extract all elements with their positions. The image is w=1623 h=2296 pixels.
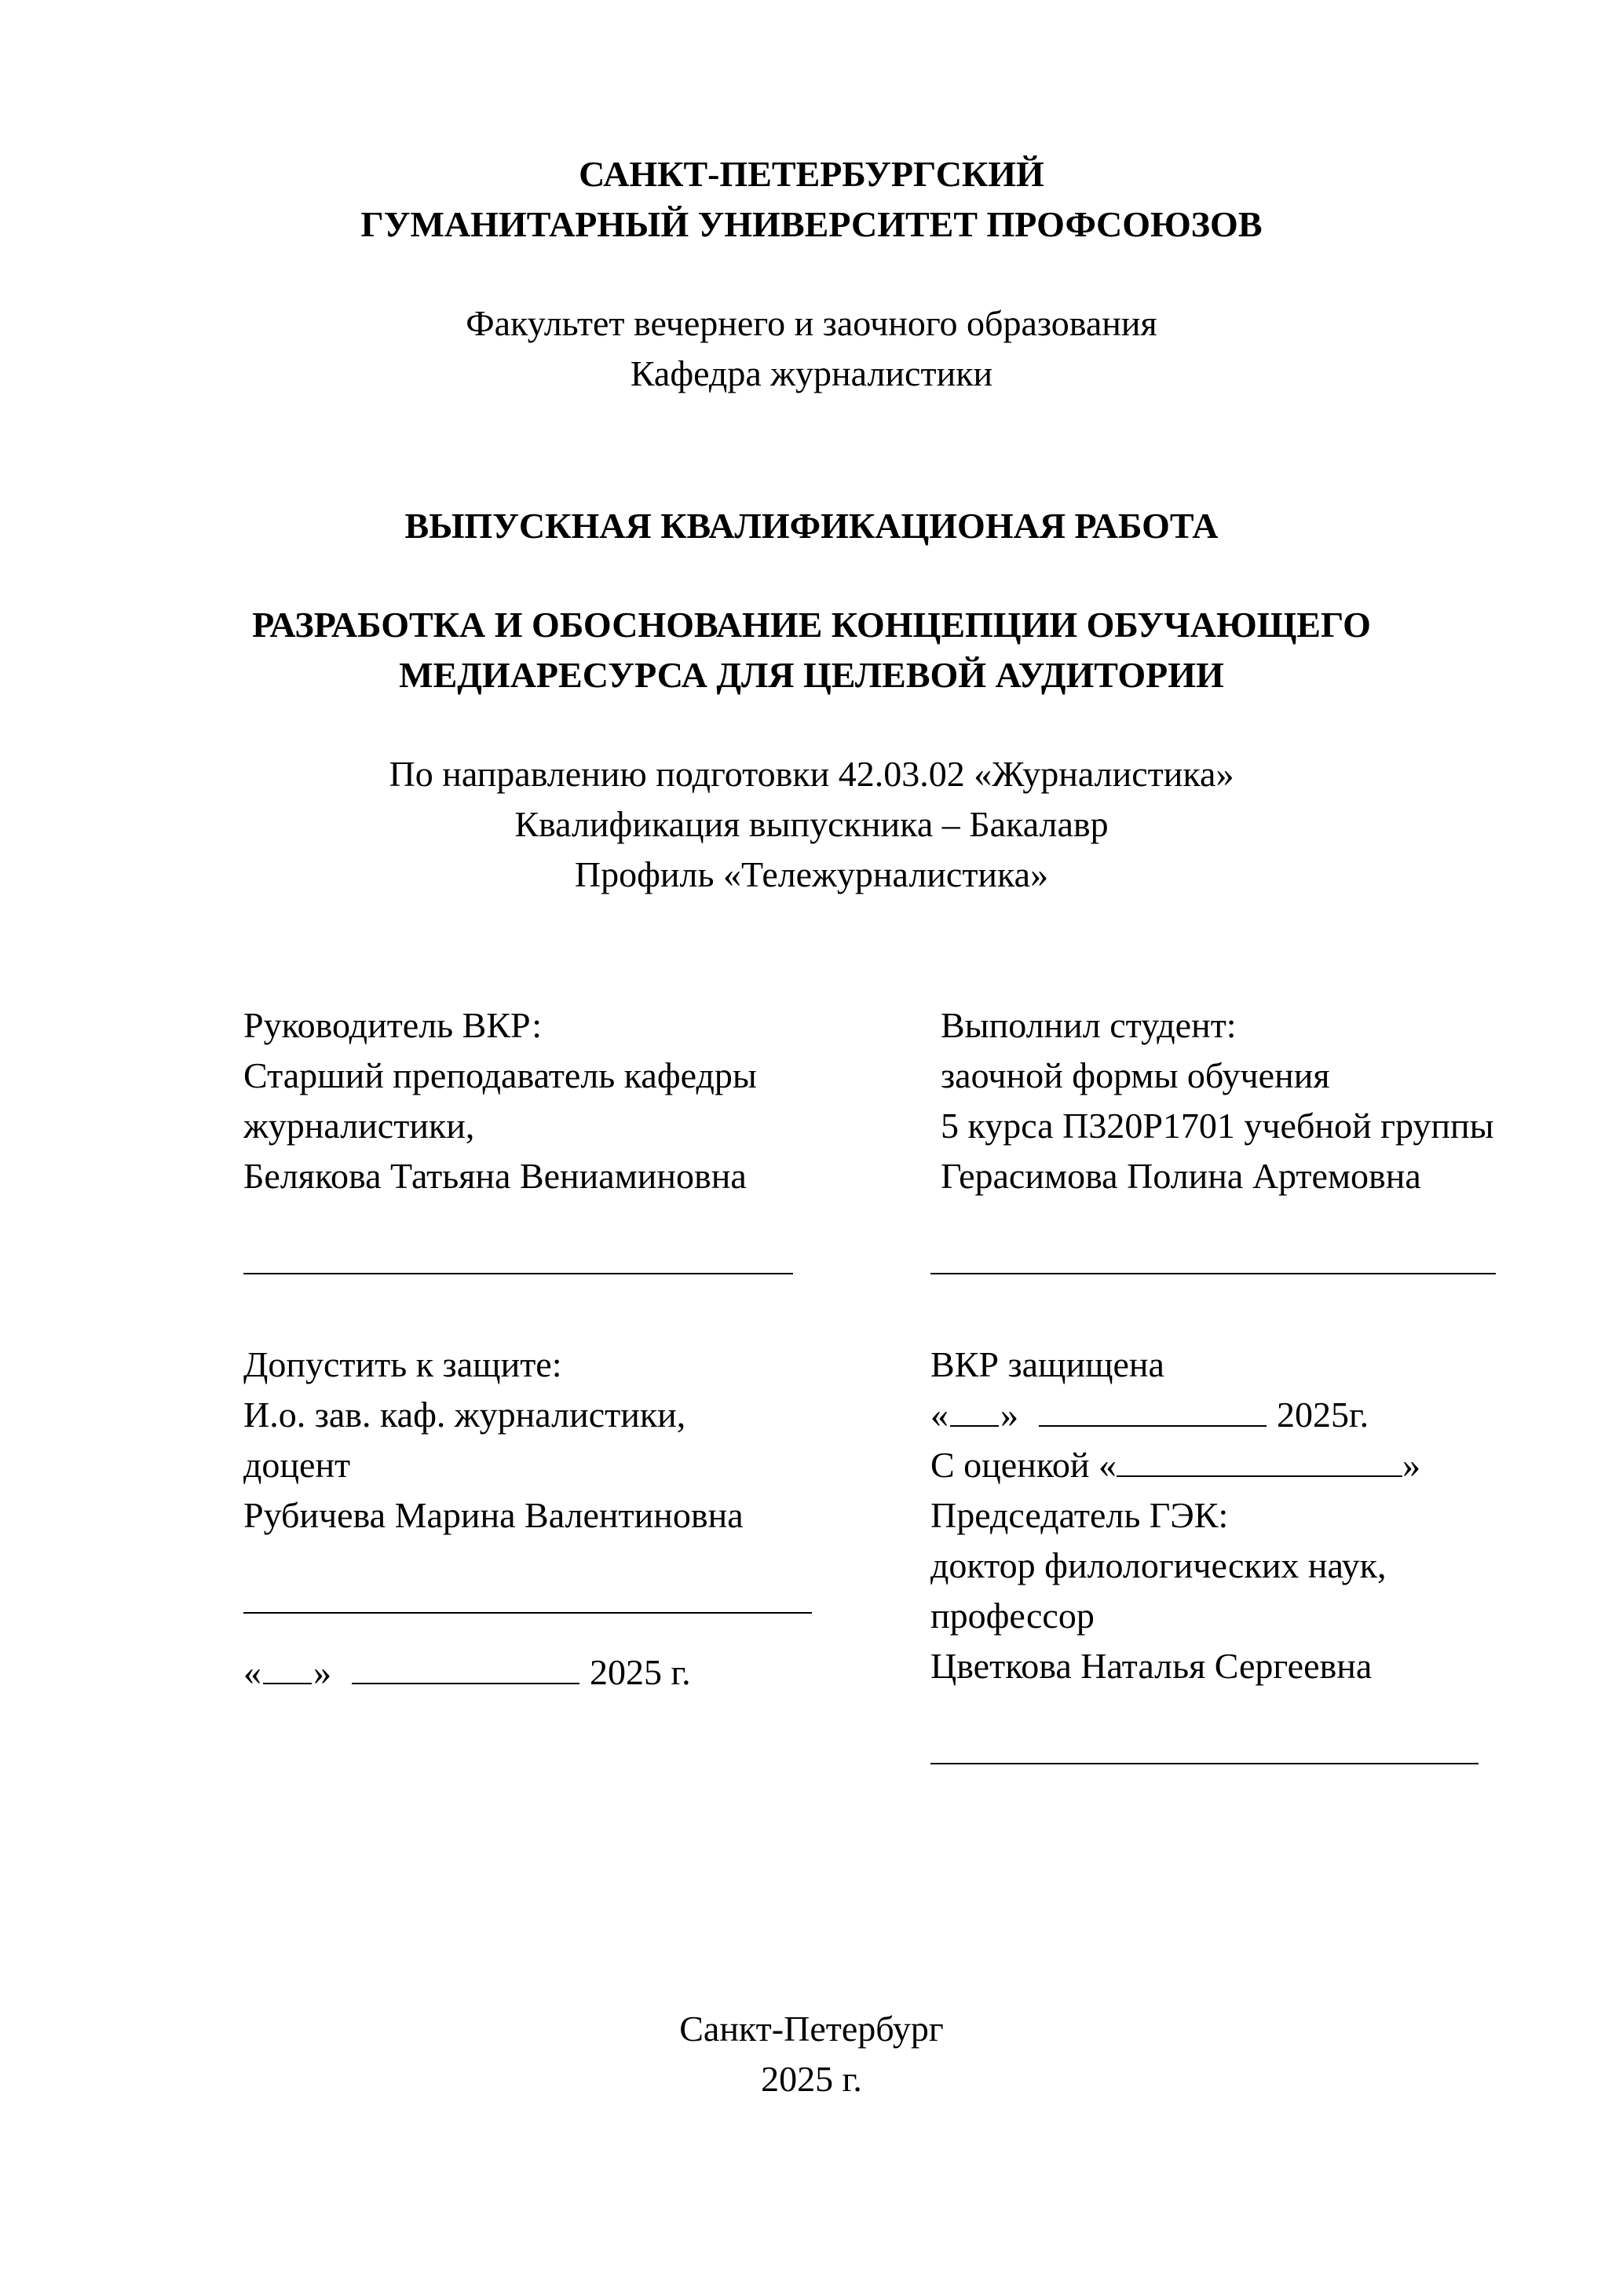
defense-grade-prefix: С оценкой « — [930, 1445, 1117, 1485]
defense-month-blank — [1039, 1402, 1267, 1427]
defense-date-open-quote: « — [930, 1395, 949, 1435]
student-name: Герасимова Полина Артемовна — [941, 1156, 1421, 1196]
year: 2025 г. — [761, 2059, 862, 2099]
defense-grade — [930, 1440, 1420, 1490]
qualification: Квалификация выпускника – Бакалавр — [514, 804, 1109, 844]
supervisor-name: Белякова Татьяна Вениаминовна — [243, 1156, 747, 1196]
student-group: 5 курса П320Р1701 учебной группы — [941, 1106, 1494, 1146]
work-type: ВЫПУСКНАЯ КВАЛИФИКАЦИОНАЯ РАБОТА — [404, 506, 1219, 546]
university-name-line2: ГУМАНИТАРНЫЙ УНИВЕРСИТЕТ ПРОФСОЮЗОВ — [360, 204, 1263, 244]
commission-chair-label: Председатель ГЭК: — [930, 1495, 1229, 1535]
commission-chair-title: профессор — [930, 1596, 1095, 1636]
department-name: Кафедра журналистики — [630, 353, 993, 393]
admission-date — [243, 1647, 691, 1698]
admission-label: Допустить к защите: — [243, 1344, 562, 1384]
head-position-line2: доцент — [243, 1445, 351, 1485]
admission-month-blank — [352, 1659, 579, 1684]
commission-chair-signature-line — [930, 1763, 1479, 1764]
supervisor-signature-line — [243, 1273, 793, 1274]
defense-day-blank — [950, 1402, 999, 1427]
city: Санкт-Петербург — [679, 2009, 944, 2049]
admission-day-blank — [263, 1659, 312, 1684]
admission-date-year: 2025 г. — [590, 1652, 691, 1692]
university-name-line1: САНКТ-ПЕТЕРБУРГСКИЙ — [579, 154, 1044, 194]
commission-chair-name: Цветкова Наталья Сергеевна — [930, 1646, 1373, 1686]
defense-date-close-quote: » — [1000, 1395, 1018, 1435]
supervisor-position-line1: Старший преподаватель кафедры — [243, 1055, 757, 1095]
commission-chair-degree: доктор филологических наук, — [930, 1545, 1387, 1585]
work-title-line2: МЕДИАРЕСУРСА ДЛЯ ЦЕЛЕВОЙ АУДИТОРИИ — [399, 655, 1224, 695]
head-name: Рубичева Марина Валентиновна — [243, 1495, 744, 1535]
faculty-name: Факультет вечернего и заочного образования — [466, 303, 1157, 343]
student-study-form: заочной формы обучения — [941, 1055, 1330, 1095]
student-label: Выполнил студент: — [941, 1005, 1237, 1045]
defense-label: ВКР защищена — [930, 1344, 1164, 1384]
admission-date-open-quote: « — [243, 1652, 261, 1692]
student-signature-line — [930, 1273, 1496, 1274]
study-direction: По направлению подготовки 42.03.02 «Журналистика» — [389, 754, 1234, 794]
head-signature-line — [243, 1612, 812, 1614]
defense-date — [930, 1390, 1369, 1440]
supervisor-label: Руководитель ВКР: — [243, 1005, 543, 1045]
study-profile: Профиль «Тележурналистика» — [574, 854, 1049, 894]
work-title-line1: РАЗРАБОТКА И ОБОСНОВАНИЕ КОНЦЕПЦИИ ОБУЧАЮЩЕГО — [252, 605, 1371, 645]
supervisor-position-line2: журналистики, — [243, 1106, 475, 1146]
defense-grade-blank — [1117, 1452, 1402, 1477]
head-position-line1: И.о. зав. каф. журналистики, — [243, 1395, 686, 1435]
admission-date-close-quote: » — [313, 1652, 331, 1692]
defense-date-year: 2025г. — [1277, 1395, 1369, 1435]
defense-grade-suffix: » — [1402, 1445, 1420, 1485]
